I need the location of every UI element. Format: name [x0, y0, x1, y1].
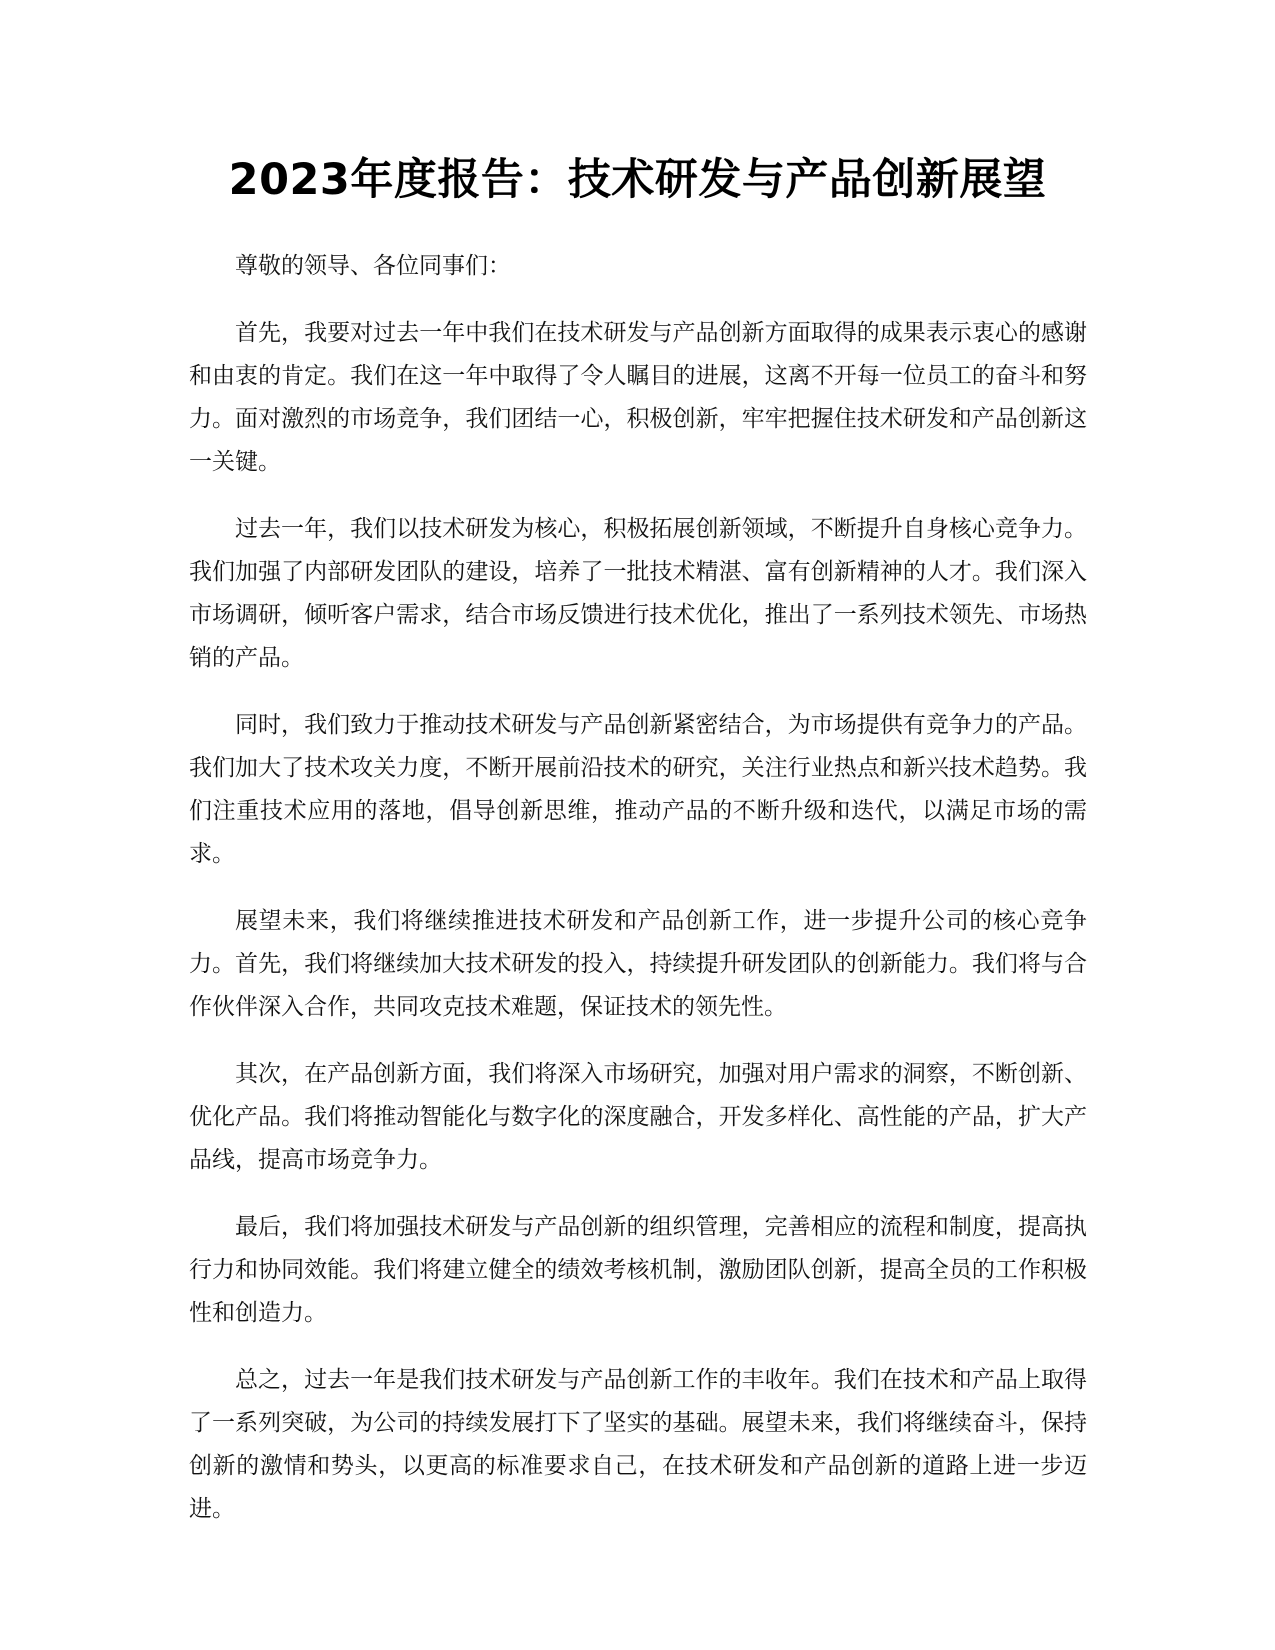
paragraph-2: 过去一年，我们以技术研发为核心，积极拓展创新领域，不断提升自身核心竞争力。我们加强了内部研发团队的建设，培养了一批技术精湛、富有创新精神的人才。我们深入市场调研，倾听客户需求，结合市场反馈进行技术优化，推出了一系列技术领先、市场热销的产品。	[189, 516, 1087, 671]
paragraph-7: 总之，过去一年是我们技术研发与产品创新工作的丰收年。我们在技术和产品上取得了一系列突破，为公司的持续发展打下了坚实的基础。展望未来，我们将继续奋斗，保持创新的激情和势头，以更高的标准要求自己，在技术研发和产品创新的道路上进一步迈进。	[189, 1367, 1087, 1522]
document-body	[189, 245, 1087, 1555]
paragraph-6: 最后，我们将加强技术研发与产品创新的组织管理，完善相应的流程和制度，提高执行力和协同效能。我们将建立健全的绩效考核机制，激励团队创新，提高全员的工作积极性和创造力。	[189, 1214, 1087, 1326]
document-title: 2023年度报告：技术研发与产品创新展望	[228, 155, 1047, 205]
paragraph-3: 同时，我们致力于推动技术研发与产品创新紧密结合，为市场提供有竞争力的产品。我们加大了技术攻关力度，不断开展前沿技术的研究，关注行业热点和新兴技术趋势。我们注重技术应用的落地，倡导创新思维，推动产品的不断升级和迭代，以满足市场的需求。	[189, 712, 1087, 867]
paragraph-5: 其次，在产品创新方面，我们将深入市场研究，加强对用户需求的洞察，不断创新、优化产品。我们将推动智能化与数字化的深度融合，开发多样化、高性能的产品，扩大产品线，提高市场竞争力。	[189, 1061, 1087, 1173]
salutation: 尊敬的领导、各位同事们：	[235, 253, 511, 279]
paragraph-1: 首先，我要对过去一年中我们在技术研发与产品创新方面取得的成果表示衷心的感谢和由衷的肯定。我们在这一年中取得了令人瞩目的进展，这离不开每一位员工的奋斗和努力。面对激烈的市场竞争，我们团结一心，积极创新，牢牢把握住技术研发和产品创新这一关键。	[189, 320, 1087, 475]
paragraph-4: 展望未来，我们将继续推进技术研发和产品创新工作，进一步提升公司的核心竞争力。首先，我们将继续加大技术研发的投入，持续提升研发团队的创新能力。我们将与合作伙伴深入合作，共同攻克技术难题，保证技术的领先性。	[189, 908, 1087, 1020]
